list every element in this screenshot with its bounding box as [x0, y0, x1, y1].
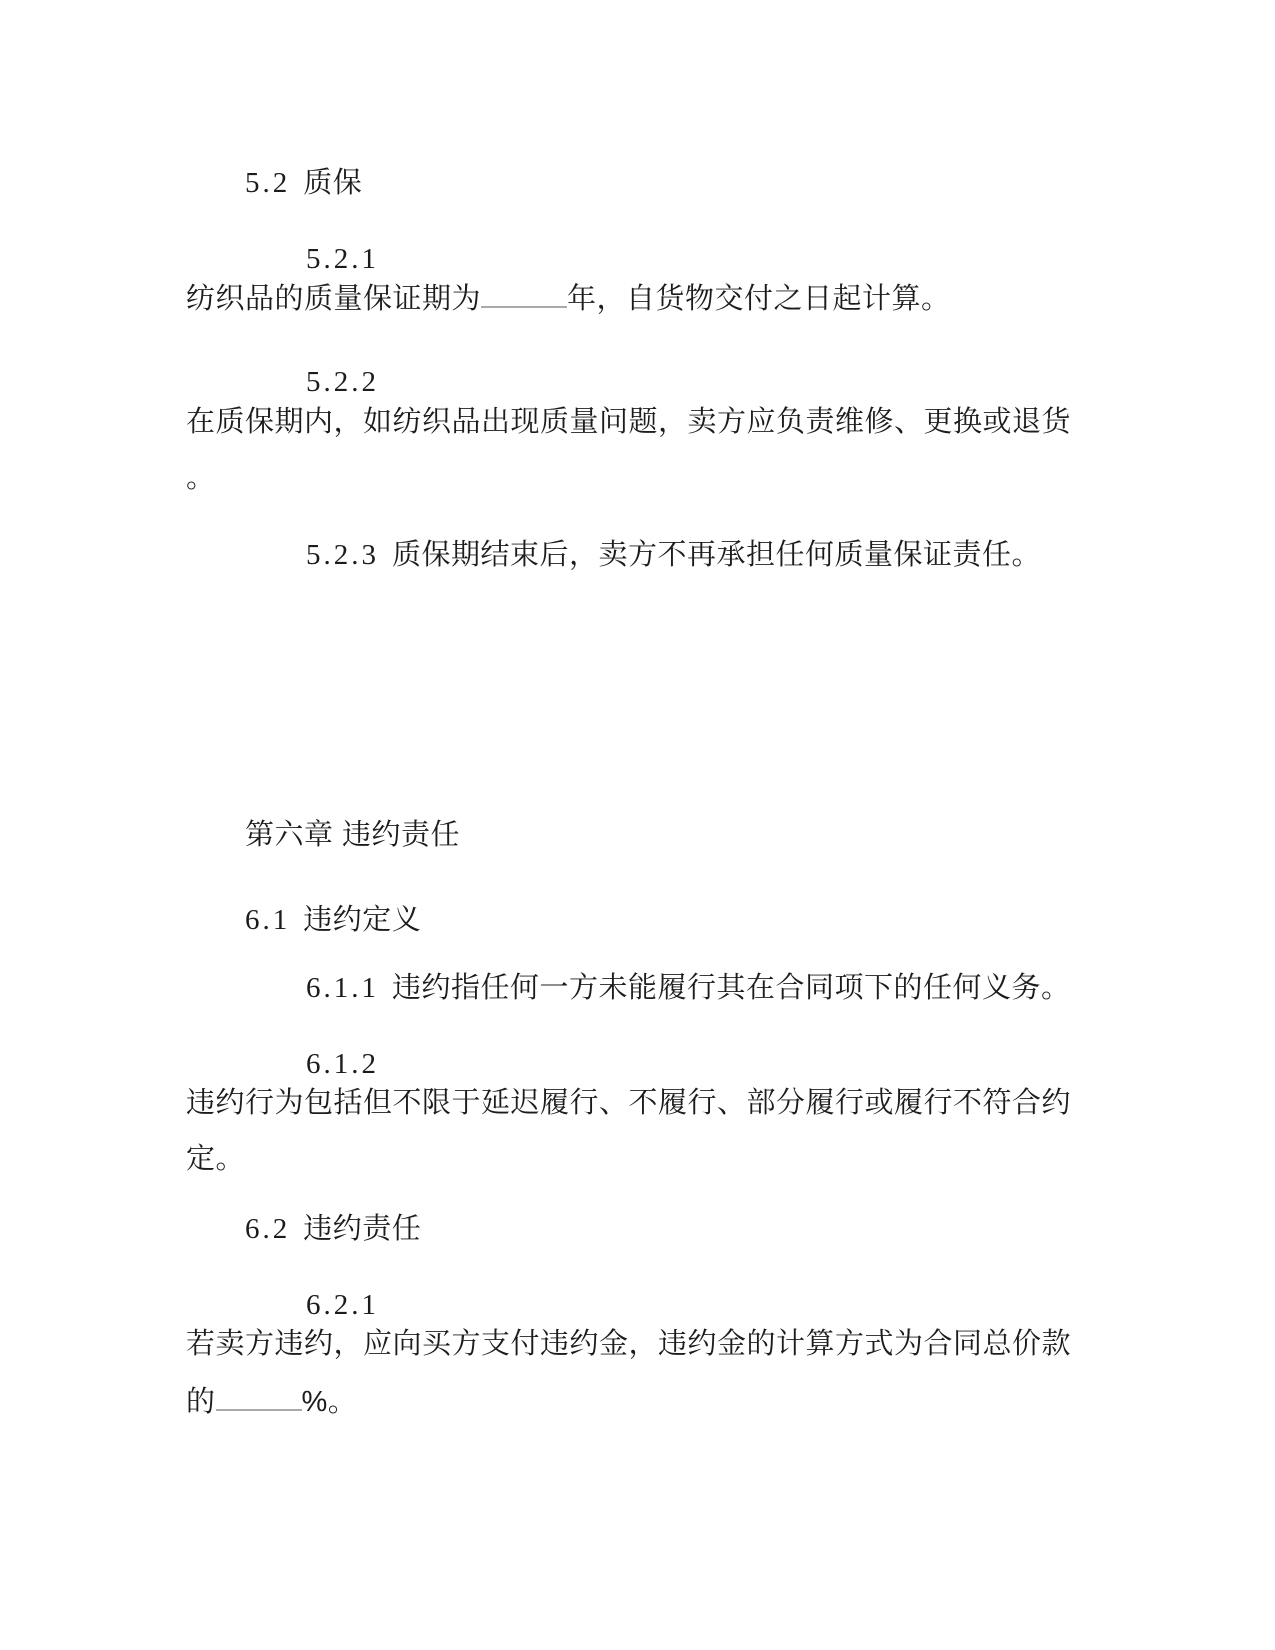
clause-text: 违约行为包括但不限于延迟履行、不履行、部分履行或履行不符合约 — [186, 1087, 1072, 1119]
clause-text: 定。 — [186, 1143, 246, 1175]
clause-6-1-2-text-line-2 — [186, 1142, 245, 1176]
clause-text: 违约指任何一方未能履行其在合同项下的任何义务。 — [392, 972, 1071, 1004]
clause-text: 纺织品的质量保证期为 — [186, 283, 482, 315]
clause-5-2-3-line — [306, 538, 1041, 572]
clause-5-2-1-number-line — [306, 242, 379, 276]
clause-number: 6.1.1 — [306, 972, 379, 1004]
clause-number: 6.2 — [245, 1213, 291, 1245]
blank-field-penalty-percent — [216, 1383, 302, 1411]
clause-6-1-2-text-line-1 — [186, 1086, 1071, 1120]
clause-6-2-1-text-line-1 — [186, 1327, 1071, 1361]
clause-text: 质保期结束后，卖方不再承担任何质量保证责任。 — [392, 539, 1042, 571]
clause-number: 6.2.1 — [306, 1289, 379, 1321]
clause-title: 质保 — [303, 167, 363, 199]
clause-text: 在质保期内，如纺织品出现质量问题，卖方应负责维修、更换或退货 — [186, 406, 1072, 438]
clause-text: %。 — [301, 1386, 358, 1418]
blank-field-warranty-years — [481, 280, 567, 308]
clause-number: 6.1.2 — [306, 1048, 379, 1080]
chapter-title: 第六章 违约责任 — [245, 819, 461, 851]
clause-number: 5.2.1 — [306, 243, 379, 275]
clause-text: 的 — [186, 1386, 216, 1418]
clause-6-1-heading — [245, 903, 421, 937]
clause-5-2-2-text-line-2 — [186, 461, 216, 495]
clause-number: 5.2.3 — [306, 539, 379, 571]
clause-6-2-1-number-line — [306, 1288, 379, 1322]
clause-text: 。 — [186, 462, 216, 494]
clause-number: 5.2.2 — [306, 366, 379, 398]
clause-5-2-heading — [245, 166, 362, 200]
clause-number: 6.1 — [245, 904, 291, 936]
clause-5-2-2-number-line — [306, 365, 379, 399]
clause-5-2-1-text-line — [186, 280, 951, 316]
clause-6-1-1-line — [306, 971, 1071, 1005]
clause-title: 违约定义 — [303, 904, 422, 936]
clause-title: 违约责任 — [303, 1213, 422, 1245]
clause-6-2-1-text-line-2 — [186, 1383, 357, 1419]
clause-6-2-heading — [245, 1212, 421, 1246]
chapter-6-heading — [245, 818, 460, 852]
clause-text: 若卖方违约，应向买方支付违约金，违约金的计算方式为合同总价款 — [186, 1328, 1072, 1360]
clause-text: 年，自货物交付之日起计算。 — [567, 283, 951, 315]
clause-5-2-2-text-line-1 — [186, 405, 1071, 439]
clause-6-1-2-number-line — [306, 1047, 379, 1081]
clause-number: 5.2 — [245, 167, 291, 199]
